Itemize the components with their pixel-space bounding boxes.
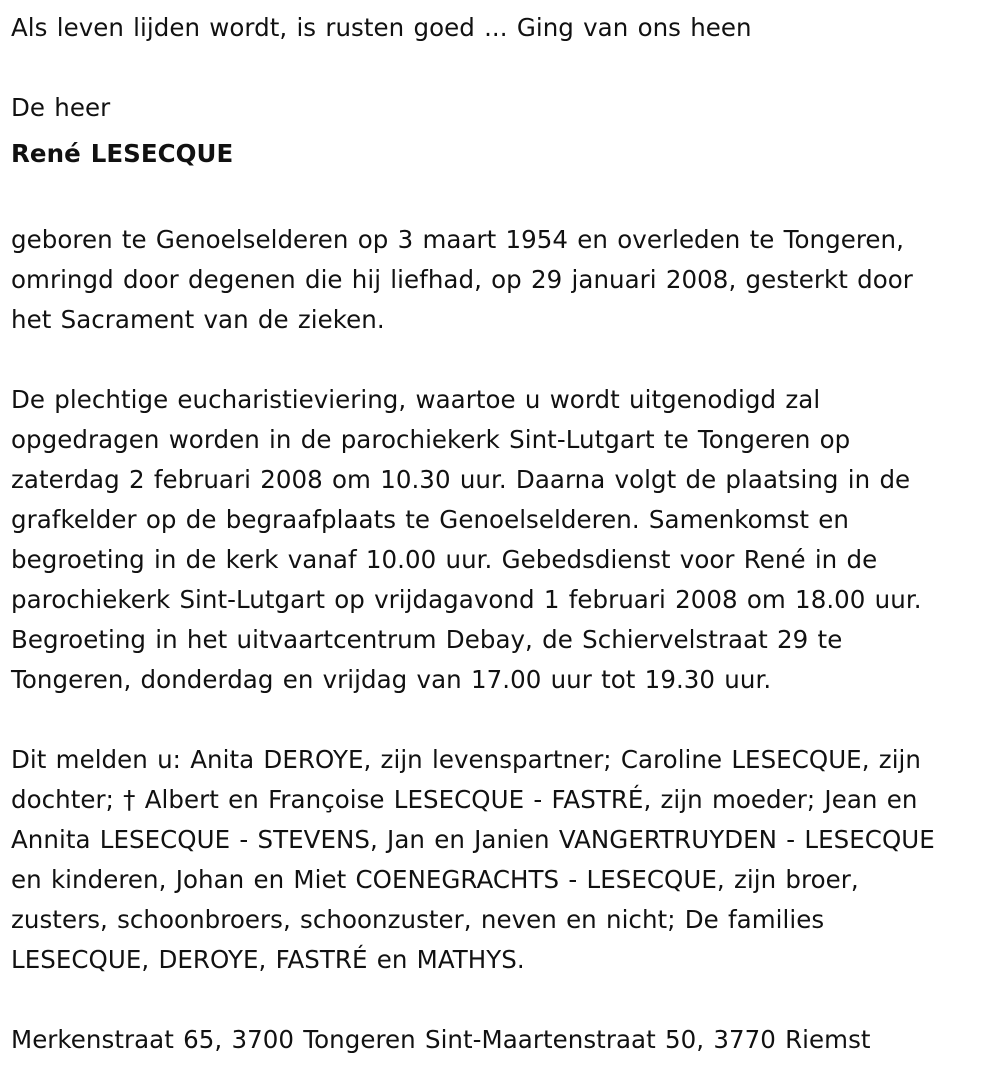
paragraph-line: het Sacrament van de zieken. (11, 305, 385, 334)
spacer (11, 980, 990, 1020)
spacer (11, 340, 990, 380)
opening-line: Als leven lijden wordt, is rusten goed ... Ging van ons heen (11, 13, 752, 42)
paragraph-line: Dit melden u: Anita DEROYE, zijn levenspartner; Caroline LESECQUE, zijn (11, 745, 921, 774)
paragraph-line: zaterdag 2 februari 2008 om 10.30 uur. Daarna volgt de plaatsing in de (11, 465, 911, 494)
spacer (11, 48, 990, 88)
spacer (11, 180, 990, 220)
paragraph-line: zusters, schoonbroers, schoonzuster, neven en nicht; De families (11, 905, 825, 934)
paragraph-line: en kinderen, Johan en Miet COENEGRACHTS - LESECQUE, zijn broer, (11, 865, 859, 894)
address-line: Merkenstraat 65, 3700 Tongeren Sint-Maartenstraat 50, 3770 Riemst (11, 1025, 871, 1054)
spacer (11, 700, 990, 740)
paragraph-line: Annita LESECQUE - STEVENS, Jan en Janien VANGERTRUYDEN - LESECQUE (11, 825, 935, 854)
deceased-name: René LESECQUE (11, 139, 234, 168)
paragraph-line: parochiekerk Sint-Lutgart op vrijdagavond 1 februari 2008 om 18.00 uur. (11, 585, 922, 614)
paragraph-line: grafkelder op de begraafplaats te Genoelselderen. Samenkomst en (11, 505, 849, 534)
paragraph-line: opgedragen worden in de parochiekerk Sint-Lutgart te Tongeren op (11, 425, 851, 454)
paragraph-line: Tongeren, donderdag en vrijdag van 17.00 uur tot 19.30 uur. (11, 665, 772, 694)
birth-paragraph (11, 220, 990, 340)
service-paragraph (11, 380, 990, 700)
paragraph-line: omringd door degenen die hij liefhad, op 29 januari 2008, gesterkt door (11, 265, 913, 294)
honorific-title: De heer (11, 93, 111, 122)
paragraph-line: De plechtige eucharistieviering, waartoe u wordt uitgenodigd zal (11, 385, 821, 414)
paragraph-line: LESECQUE, DEROYE, FASTRÉ en MATHYS. (11, 945, 525, 974)
paragraph-line: dochter; † Albert en Françoise LESECQUE - FASTRÉ, zijn moeder; Jean en (11, 785, 918, 814)
family-paragraph (11, 740, 990, 980)
paragraph-line: begroeting in de kerk vanaf 10.00 uur. Gebedsdienst voor René in de (11, 545, 878, 574)
paragraph-line: Begroeting in het uitvaartcentrum Debay, de Schiervelstraat 29 te (11, 625, 843, 654)
paragraph-line: geboren te Genoelselderen op 3 maart 1954 en overleden te Tongeren, (11, 225, 904, 254)
